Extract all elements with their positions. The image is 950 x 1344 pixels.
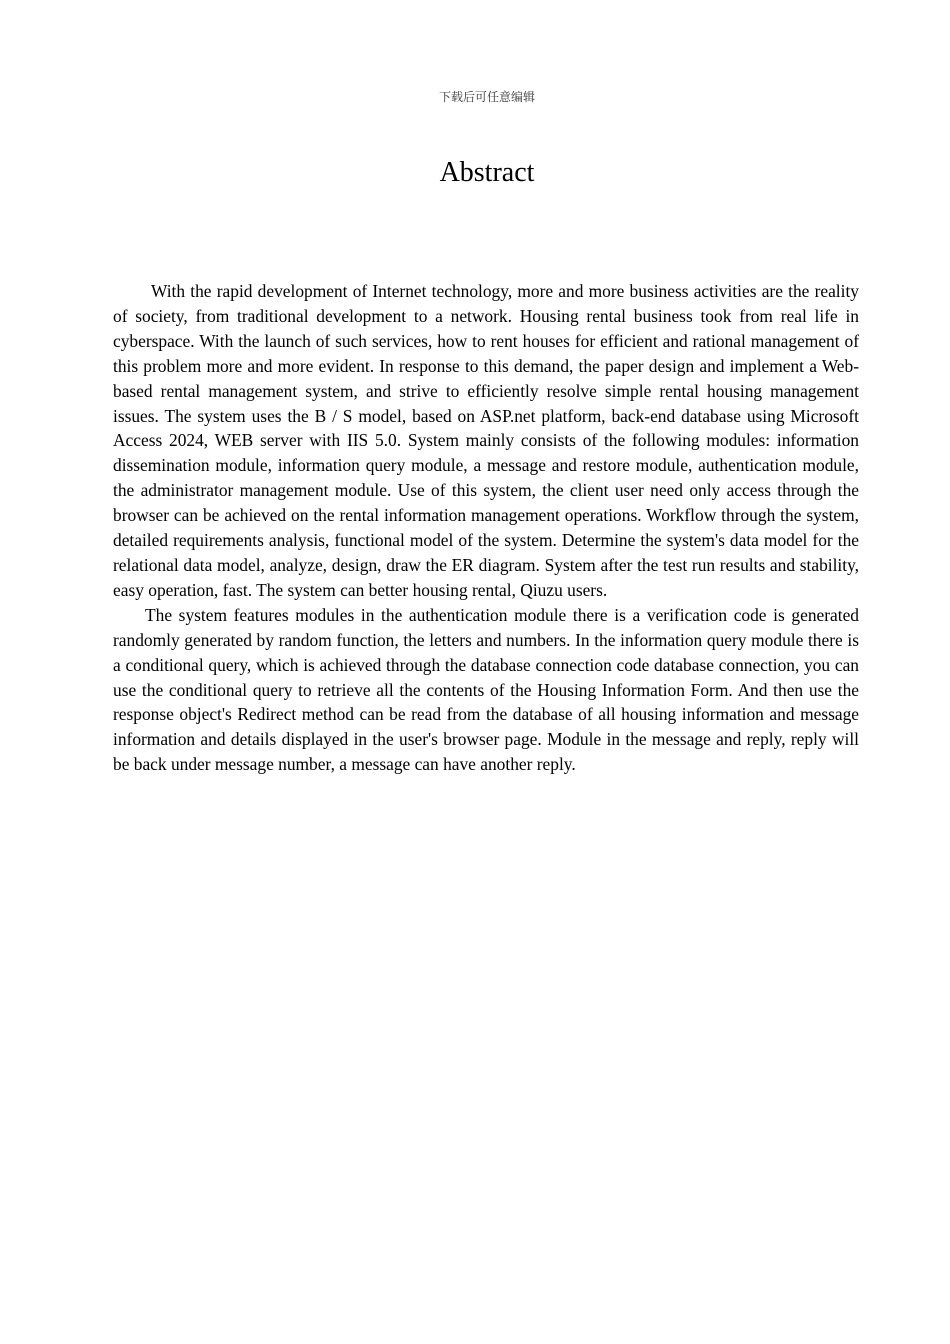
header-note: 下载后可任意编辑: [438, 90, 535, 104]
abstract-paragraph-2: The system features modules in the authentication module there is a verification code is generated randomly generated by random function, the letters and numbers. In the information query module there is a conditional query, which is achieved through the database connection code database connection, you can use the conditional query to retrieve all the contents of the Housing Information Form. And then use the response object's Redirect method can be read from the database of all housing information and message information and details displayed in the user's browser page. Module in the message and reply, reply will be back under message number, a message can have another reply.: [113, 604, 859, 775]
abstract-title: Abstract: [439, 157, 535, 188]
abstract-paragraph-1: With the rapid development of Internet technology, more and more business activities are the reality of society, from traditional development to a network. Housing rental business took from real life in cyberspace. With the launch of such services, how to rent houses for efficient and rational management of this problem more and more evident. In response to this demand, the paper design and implement a Web-based rental management system, and strive to efficiently resolve simple rental housing management issues. The system uses the B / S model, based on ASP.net platform, back-end database using Microsoft Access 2024, WEB server with IIS 5.0. System mainly consists of the following modules: information dissemination module, information query module, a message and restore module, authentication module, the administrator management module. Use of this system, the client user need only access through the browser can be achieved on the rental information management operations. Workflow through the system, detailed requirements analysis, functional model of the system. Determine the system's data model for the relational data model, analyze, design, draw the ER diagram. System after the test run results and stability, easy operation, fast. The system can better housing rental, Qiuzu users.: [113, 281, 859, 600]
abstract-body: [113, 279, 859, 777]
